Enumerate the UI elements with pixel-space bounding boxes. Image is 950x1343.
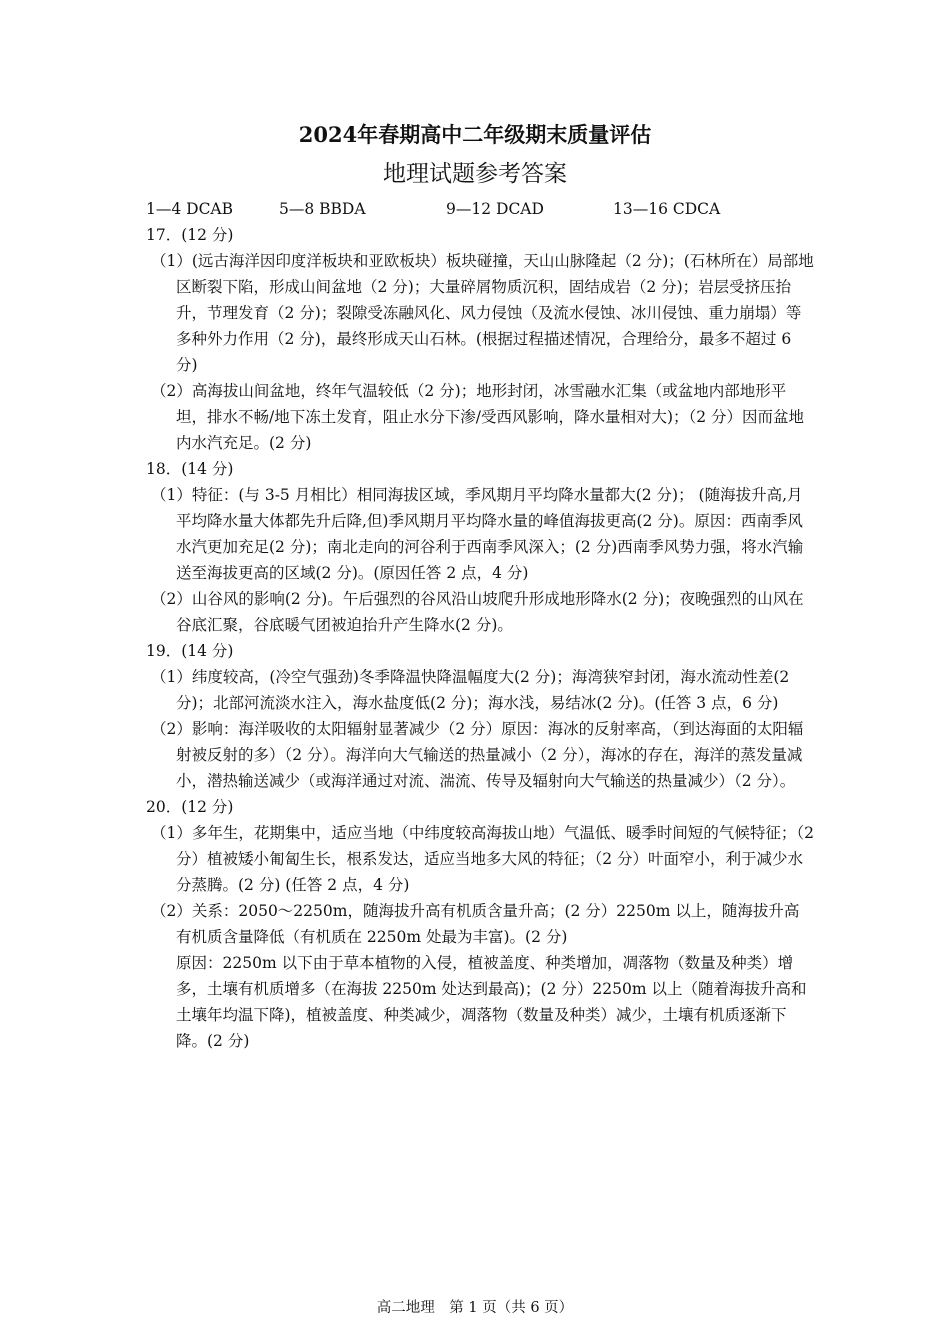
question-20-part-2-reason: 原因：2250m 以下由于草本植物的入侵，植被盖度、种类增加，凋落物（数量及种类）增多，土壤有机质增多（在海拔 2250m 处达到最高)；(2 分）2250m 以上（随着海拔升高和土壤年均温下降)，植被盖度、种类减少，凋落物（数量及种类）减少，土壤有机质逐渐下降。(2 分) [176, 954, 807, 1050]
question-17-part-1: （1）(远古海洋因印度洋板块和亚欧板块）板块碰撞，天山山脉隆起（2 分)；(石林所在）局部地区断裂下陷，形成山间盆地（2 分)；大量碎屑物质沉积，固结成岩（2 分)；岩层受挤压抬升，节理发育（2 分)；裂隙受冻融风化、风力侵蚀（及流水侵蚀、冰川侵蚀、重力崩塌）等多种外力作用（2 分)，最终形成天山石林。(根据过程描述情况，合理给分，最多不超过 6 分) [151, 252, 814, 374]
page-title: 2024年春期高中二年级期末质量评估 [298, 122, 652, 147]
mc-answer-group-3: 9—12 DCAD [446, 200, 544, 218]
question-19-part-2: （2）影响：海洋吸收的太阳辐射显著减少（2 分）原因：海冰的反射率高，（到达海面的太阳辐射被反射的多）（2 分）。海洋向大气输送的热量减小（2 分），海冰的存在，海洋的蒸发量减小，潜热输送减少（或海洋通过对流、湍流、传导及辐射向大气输送的热量减少）（2 分）。 [151, 720, 804, 790]
page-subtitle: 地理试题参考答案 [383, 161, 567, 187]
question-18-part-1: （1）特征：(与 3-5 月相比）相同海拔区域，季风期月平均降水量都大(2 分)； (随海拔升高,月平均降水量大体都先升后降,但)季风期月平均降水量的峰值海拔更高(2 分)。原因：西南季风水汽更加充足(2 分)；南北走向的河谷利于西南季风深入；(2 分)西南季风势力强，将水汽输送至海拔更高的区域(2 分)。(原因任答 2 点，4 分) [151, 486, 804, 582]
mc-answer-group-1: 1—4 DCAB [146, 200, 234, 218]
mc-answer-group-2: 5—8 BBDA [279, 200, 366, 218]
question-20-part-1: （1）多年生，花期集中，适应当地（中纬度较高海拔山地）气温低、暖季时间短的气候特征；（2 分）植被矮小匍匐生长，根系发达，适应当地多大风的特征；（2 分）叶面窄小，利于减少水分蒸腾。(2 分) (任答 2 点，4 分) [151, 824, 814, 894]
question-17-part-2: （2）高海拔山间盆地，终年气温较低（2 分)；地形封闭，冰雪融水汇集（或盆地内部地形平坦，排水不畅/地下冻土发育，阻止水分下渗/受西风影响，降水量相对大)；（2 分）因而盆地内水汽充足。(2 分) [151, 382, 805, 452]
question-18-heading: 18．(14 分) [146, 460, 234, 478]
question-19-part-1: （1）纬度较高，(冷空气强劲)冬季降温快降温幅度大(2 分)；海湾狭窄封闭，海水流动性差(2 分)；北部河流淡水注入，海水盐度低(2 分)；海水浅，易结冰(2 分)。(任答 3 点，6 分) [151, 668, 790, 712]
question-20-part-2: （2）关系：2050～2250m，随海拔升高有机质含量升高；(2 分）2250m 以上，随海拔升高有机质含量降低（有机质在 2250m 处最为丰富)。(2 分) [151, 902, 800, 946]
question-18-part-2: （2）山谷风的影响(2 分)。午后强烈的谷风沿山坡爬升形成地形降水(2 分)；夜晚强烈的山风在谷底汇聚，谷底暖气团被迫抬升产生降水(2 分)。 [151, 590, 804, 634]
question-20-heading: 20．(12 分) [146, 798, 234, 816]
question-17-heading: 17．(12 分) [146, 226, 234, 244]
answers-body [146, 222, 814, 1054]
question-19-heading: 19．(14 分) [146, 642, 234, 660]
page-footer: 高二地理 第 1 页（共 6 页） [376, 1300, 574, 1316]
mc-answer-group-4: 13—16 CDCA [613, 200, 721, 218]
